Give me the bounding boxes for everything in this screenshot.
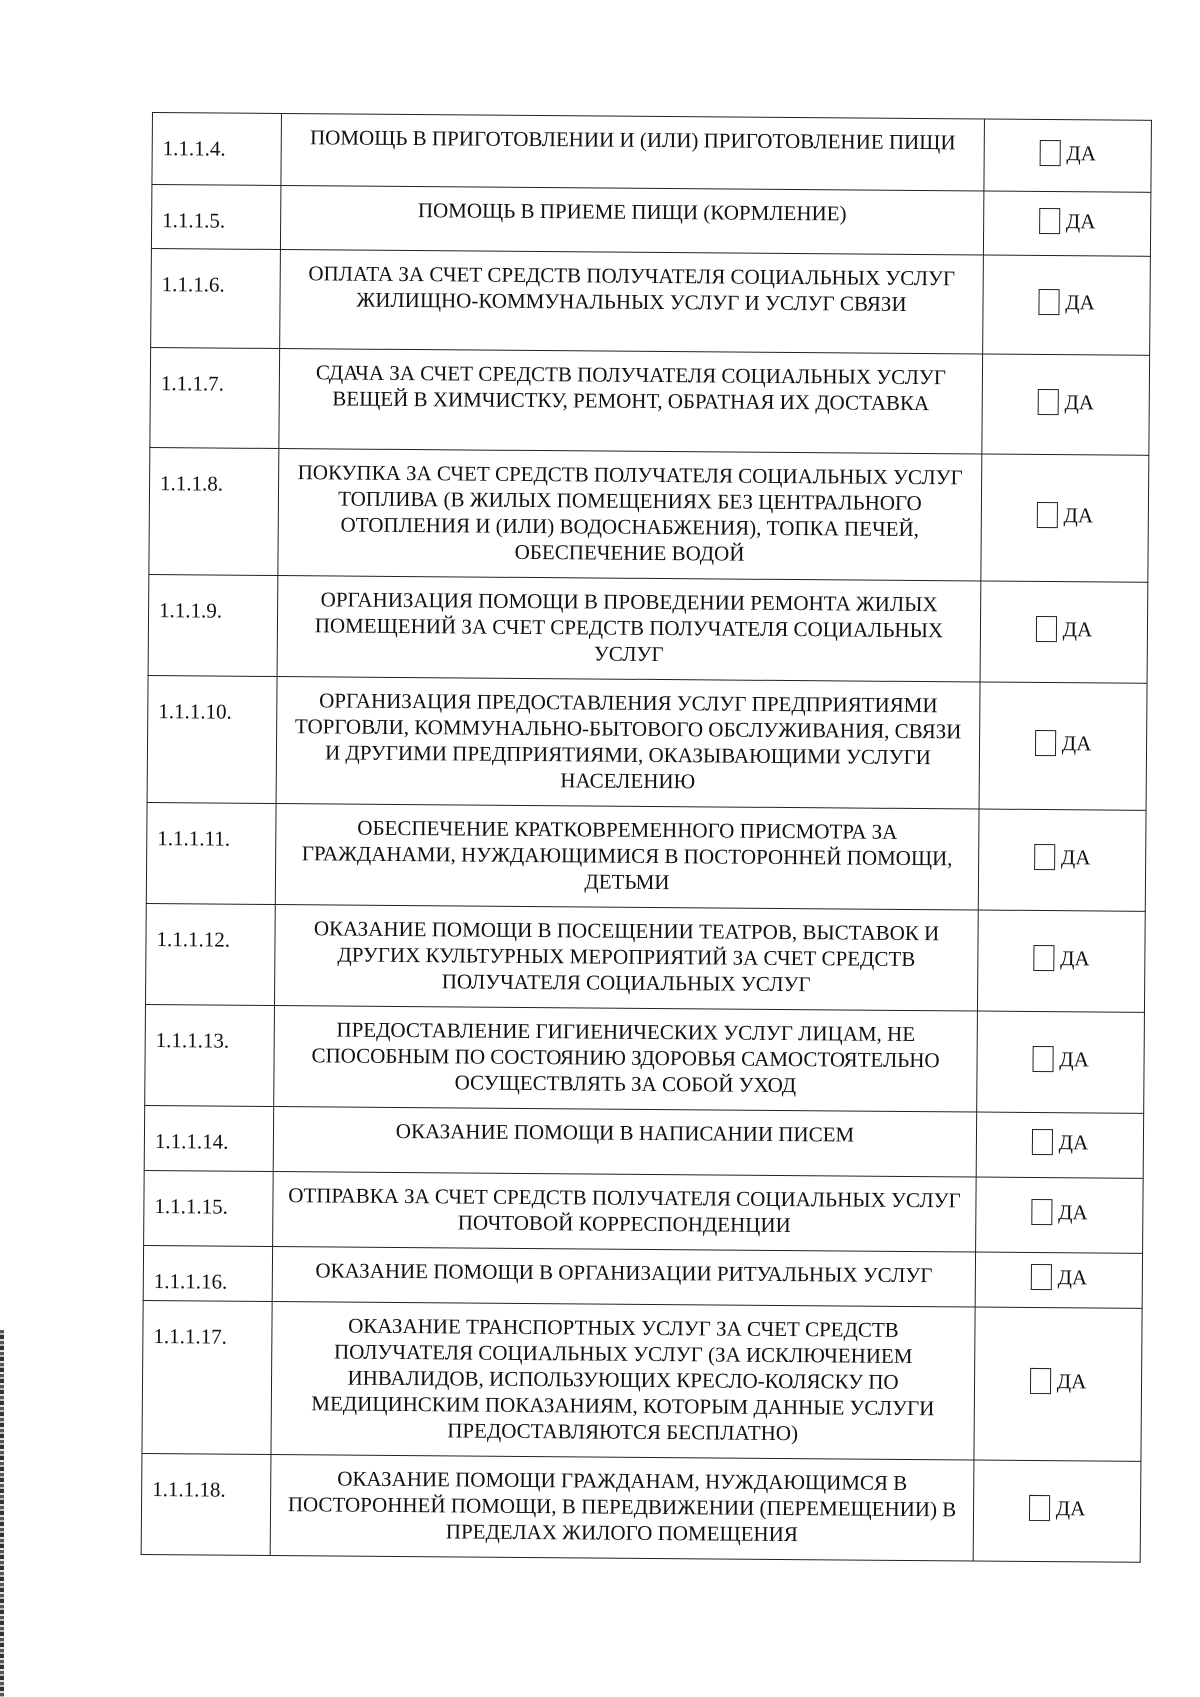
checkbox[interactable] (1037, 502, 1058, 528)
service-option-cell (977, 1011, 1145, 1113)
service-row (142, 1300, 1142, 1461)
yes-option[interactable] (1039, 207, 1096, 233)
checkbox[interactable] (1032, 1129, 1053, 1155)
service-number: 1.1.1.4. (152, 113, 282, 186)
yes-label: ДА (1059, 1047, 1089, 1072)
checkbox[interactable] (1033, 945, 1054, 971)
service-number: 1.1.1.13. (145, 1004, 275, 1106)
yes-option[interactable] (1037, 388, 1094, 414)
service-row (146, 802, 1146, 911)
yes-option[interactable] (1032, 1129, 1089, 1155)
yes-label: ДА (1066, 140, 1097, 165)
checkbox[interactable] (1039, 139, 1060, 165)
services-table (141, 112, 1152, 1563)
service-name: ПОМОЩЬ В ПРИЕМЕ ПИЩИ (КОРМЛЕНИЕ) (280, 186, 983, 256)
service-row (141, 1453, 1141, 1562)
service-number: 1.1.1.14. (144, 1105, 274, 1171)
service-number: 1.1.1.15. (144, 1170, 274, 1246)
service-name: ОКАЗАНИЕ ПОМОЩИ В ПОСЕЩЕНИИ ТЕАТРОВ, ВЫСТАВОК И ДРУГИХ КУЛЬТУРНЫХ МЕРОПРИЯТИЙ ЗА СЧЕТ СРЕДСТВ ПОЛУЧАТЕЛЯ СОЦИАЛЬНЫХ УСЛУГ (274, 904, 978, 1011)
service-row (145, 903, 1145, 1012)
yes-option[interactable] (1029, 1495, 1086, 1521)
service-name: ОТПРАВКА ЗА СЧЕТ СРЕДСТВ ПОЛУЧАТЕЛЯ СОЦИАЛЬНЫХ УСЛУГ ПОЧТОВОЙ КОРРЕСПОНДЕНЦИИ (273, 1171, 977, 1252)
service-option-cell (975, 1252, 1142, 1308)
service-name: ОРГАНИЗАЦИЯ ПРЕДОСТАВЛЕНИЯ УСЛУГ ПРЕДПРИЯТИЯМИ ТОРГОВЛИ, КОММУНАЛЬНО-БЫТОВОГО ОБСЛУЖИВАНИЯ, СВЯЗИ И ДРУГИМИ ПРЕДПРИЯТИЯМИ, ОКАЗЫВАЮЩИМИ УСЛУГИ НАСЕЛЕНИЮ (276, 676, 980, 809)
service-row (144, 1170, 1144, 1253)
yes-label: ДА (1060, 946, 1090, 971)
service-number: 1.1.1.9. (148, 574, 278, 676)
service-option-cell (983, 191, 1150, 256)
service-row (151, 248, 1151, 355)
service-number: 1.1.1.12. (145, 903, 275, 1005)
yes-label: ДА (1060, 845, 1091, 870)
service-name: ОБЕСПЕЧЕНИЕ КРАТКОВРЕМЕННОГО ПРИСМОТРА ЗА ГРАЖДАНАМИ, НУЖДАЮЩИМИСЯ В ПОСТОРОННЕЙ ПОМОЩИ, ДЕТЬМИ (275, 803, 979, 910)
yes-label: ДА (1064, 389, 1095, 414)
service-option-cell (977, 910, 1145, 1012)
service-number: 1.1.1.11. (146, 802, 276, 904)
service-number: 1.1.1.8. (149, 447, 279, 575)
yes-option[interactable] (1031, 1199, 1088, 1225)
yes-option[interactable] (1038, 289, 1095, 315)
yes-label: ДА (1055, 1496, 1086, 1521)
service-option-cell (979, 682, 1147, 810)
service-name: ОПЛАТА ЗА СЧЕТ СРЕДСТВ ПОЛУЧАТЕЛЯ СОЦИАЛЬНЫХ УСЛУГ ЖИЛИЩНО-КОММУНАЛЬНЫХ УСЛУГ И УСЛУГ СВЯЗИ (280, 250, 984, 355)
service-name: ОКАЗАНИЕ ПОМОЩИ ГРАЖДАНАМ, НУЖДАЮЩИМСЯ В ПОСТОРОННЕЙ ПОМОЩИ, В ПЕРЕДВИЖЕНИИ (ПЕРЕМЕЩЕНИИ) В ПРЕДЕЛАХ ЖИЛОГО ПОМЕЩЕНИЯ (270, 1454, 974, 1561)
service-name: ОРГАНИЗАЦИЯ ПОМОЩИ В ПРОВЕДЕНИИ РЕМОНТА ЖИЛЫХ ПОМЕЩЕНИЙ ЗА СЧЕТ СРЕДСТВ ПОЛУЧАТЕЛЯ СОЦИАЛЬНЫХ УСЛУГ (277, 576, 981, 683)
yes-option[interactable] (1031, 1264, 1088, 1290)
service-option-cell (976, 1112, 1144, 1178)
service-row (151, 185, 1150, 257)
checkbox[interactable] (1030, 1368, 1051, 1394)
service-row (149, 447, 1149, 582)
yes-option[interactable] (1037, 502, 1094, 528)
yes-label: ДА (1058, 1200, 1088, 1225)
service-option-cell (980, 581, 1148, 683)
scan-edge-artifact (0, 1330, 4, 1697)
services-table-body (141, 113, 1151, 1563)
yes-option[interactable] (1033, 945, 1090, 971)
service-name: ПОКУПКА ЗА СЧЕТ СРЕДСТВ ПОЛУЧАТЕЛЯ СОЦИАЛЬНЫХ УСЛУГ ТОПЛИВА (В ЖИЛЫХ ПОМЕЩЕНИЯХ БЕЗ ЦЕНТРАЛЬНОГО ОТОПЛЕНИЯ И (ИЛИ) ВОДОСНАБЖЕНИЯ), ТОПКА ПЕЧЕЙ, ОБЕСПЕЧЕНИЕ ВОДОЙ (278, 449, 982, 582)
yes-label: ДА (1063, 503, 1094, 528)
yes-label: ДА (1062, 617, 1093, 642)
service-name: СДАЧА ЗА СЧЕТ СРЕДСТВ ПОЛУЧАТЕЛЯ СОЦИАЛЬНЫХ УСЛУГ ВЕЩЕЙ В ХИМЧИСТКУ, РЕМОНТ, ОБРАТНАЯ ИХ ДОСТАВКА (279, 349, 983, 455)
checkbox[interactable] (1039, 207, 1060, 233)
yes-label: ДА (1061, 731, 1092, 756)
yes-option[interactable] (1032, 1046, 1089, 1072)
service-number: 1.1.1.7. (150, 347, 280, 448)
service-number: 1.1.1.6. (151, 248, 281, 348)
checkbox[interactable] (1034, 844, 1055, 870)
service-name: ОКАЗАНИЕ ПОМОЩИ В НАПИСАНИИ ПИСЕМ (273, 1106, 976, 1177)
yes-label: ДА (1058, 1130, 1089, 1155)
service-row (148, 574, 1148, 683)
service-name: ОКАЗАНИЕ ТРАНСПОРТНЫХ УСЛУГ ЗА СЧЕТ СРЕДСТВ ПОЛУЧАТЕЛЯ СОЦИАЛЬНЫХ УСЛУГ (ЗА ИСКЛЮЧЕНИЕМ ИНВАЛИДОВ, ИСПОЛЬЗУЮЩИХ КРЕСЛО-КОЛЯСКУ ПО МЕДИЦИНСКИМ ПОКАЗАНИЯМ, КОТОРЫМ ДАННЫЕ УСЛУГИ ПРЕДОСТАВЛЯЮТСЯ БЕСПЛАТНО) (271, 1301, 975, 1460)
service-row (150, 347, 1150, 455)
service-option-cell (981, 454, 1149, 582)
checkbox[interactable] (1037, 388, 1058, 414)
yes-label: ДА (1057, 1265, 1088, 1290)
service-option-cell (982, 354, 1150, 455)
yes-option[interactable] (1034, 844, 1091, 870)
yes-option[interactable] (1035, 730, 1092, 756)
yes-label: ДА (1065, 208, 1096, 233)
service-row (147, 675, 1147, 810)
service-option-cell (974, 1307, 1142, 1461)
service-name: ОКАЗАНИЕ ПОМОЩИ В ОРГАНИЗАЦИИ РИТУАЛЬНЫХ УСЛУГ (272, 1246, 975, 1307)
checkbox[interactable] (1035, 730, 1056, 756)
service-option-cell (978, 809, 1146, 911)
service-number: 1.1.1.10. (147, 675, 277, 803)
service-number: 1.1.1.17. (142, 1300, 272, 1454)
yes-option[interactable] (1036, 616, 1093, 642)
checkbox[interactable] (1032, 1046, 1053, 1072)
checkbox[interactable] (1036, 616, 1057, 642)
service-number: 1.1.1.18. (141, 1453, 271, 1555)
service-row (152, 113, 1152, 193)
service-option-cell (983, 255, 1151, 355)
yes-label: ДА (1065, 290, 1095, 315)
service-row (143, 1245, 1142, 1308)
service-option-cell (973, 1460, 1141, 1562)
service-option-cell (976, 1177, 1144, 1253)
checkbox[interactable] (1038, 289, 1059, 315)
yes-option[interactable] (1039, 139, 1096, 165)
service-row (145, 1004, 1145, 1113)
service-number: 1.1.1.5. (151, 185, 280, 250)
service-number: 1.1.1.16. (143, 1245, 272, 1301)
service-name: ПРЕДОСТАВЛЕНИЕ ГИГИЕНИЧЕСКИХ УСЛУГ ЛИЦАМ, НЕ СПОСОБНЫМ ПО СОСТОЯНИЮ ЗДОРОВЬЯ САМОСТОЯТЕЛЬНО ОСУЩЕСТВЛЯТЬ ЗА СОБОЙ УХОД (274, 1005, 978, 1112)
checkbox[interactable] (1029, 1495, 1050, 1521)
checkbox[interactable] (1031, 1199, 1052, 1225)
service-name: ПОМОЩЬ В ПРИГОТОВЛЕНИИ И (ИЛИ) ПРИГОТОВЛЕНИЕ ПИЩИ (281, 114, 985, 192)
checkbox[interactable] (1031, 1264, 1052, 1290)
service-row (144, 1105, 1143, 1178)
service-option-cell (984, 119, 1152, 192)
yes-option[interactable] (1030, 1368, 1087, 1394)
yes-label: ДА (1056, 1369, 1087, 1394)
